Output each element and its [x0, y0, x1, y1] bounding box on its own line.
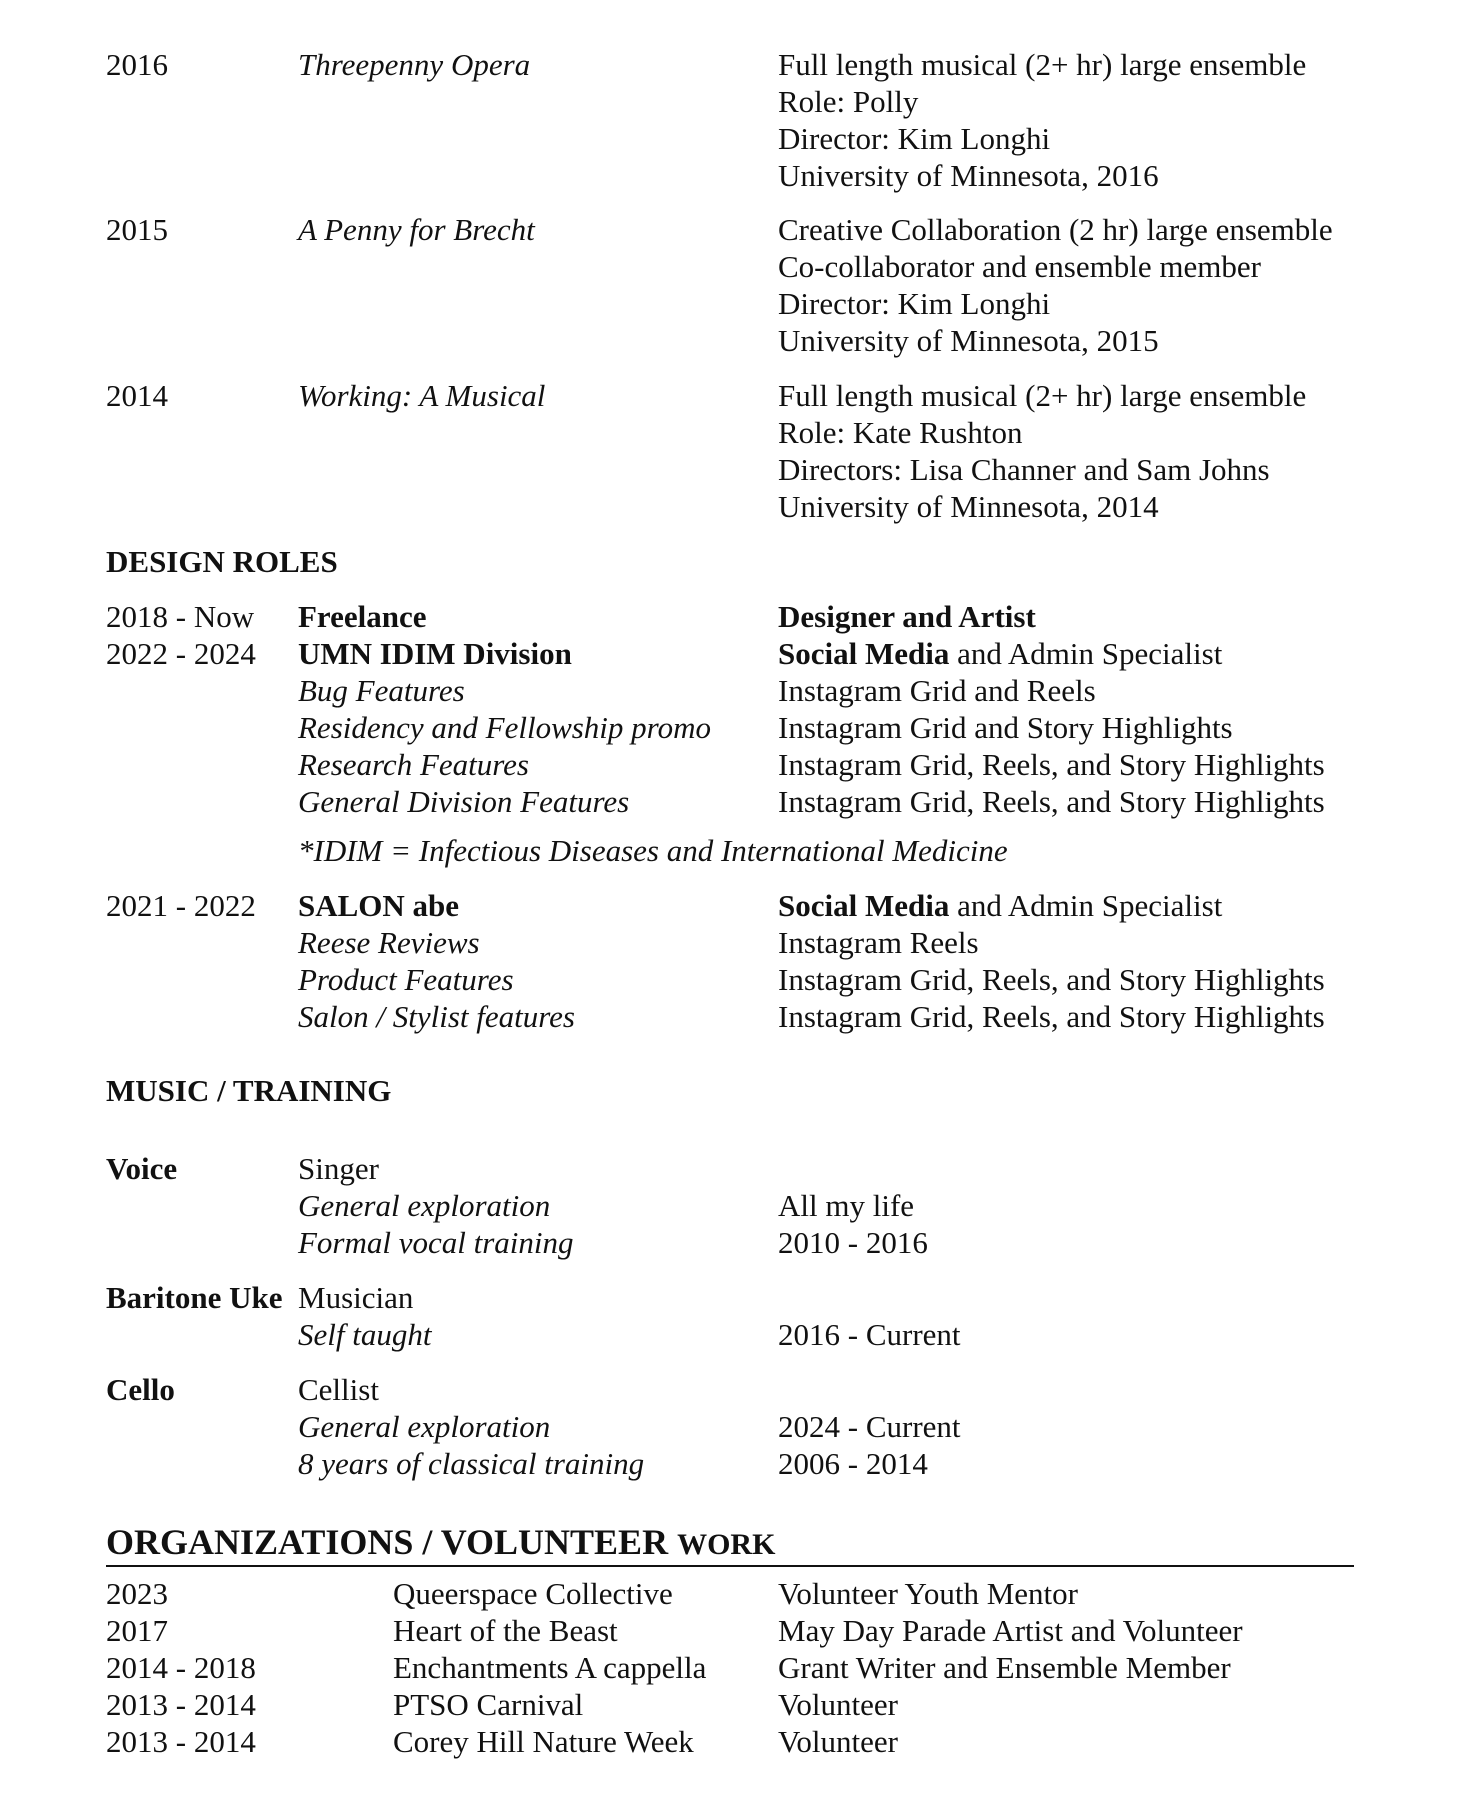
performance-detail: Full length musical (2+ hr) large ensemble: [778, 47, 1307, 82]
org-role: Volunteer: [778, 1687, 898, 1722]
heading-small: WORK: [677, 1528, 776, 1561]
role-platform: Instagram Grid and Reels: [778, 673, 1096, 708]
section-divider: [106, 1565, 1354, 1567]
training-label: Self taught: [298, 1317, 432, 1352]
performance-detail: Role: Polly: [778, 84, 919, 119]
role-title-bold: Social Media: [778, 888, 950, 923]
role-project: Residency and Fellowship promo: [298, 710, 711, 745]
org-years: 2017: [106, 1613, 168, 1648]
role-platform: Instagram Grid, Reels, and Story Highlights: [778, 747, 1325, 782]
role-title: Designer and Artist: [778, 599, 1036, 634]
role-years: 2021 - 2022: [106, 888, 256, 923]
role-title-bold: Social Media: [778, 636, 950, 671]
org-role: May Day Parade Artist and Volunteer: [778, 1613, 1243, 1648]
org-name: Corey Hill Nature Week: [393, 1724, 694, 1759]
org-role: Grant Writer and Ensemble Member: [778, 1650, 1231, 1685]
training-label: Formal vocal training: [298, 1225, 574, 1260]
training-years: All my life: [778, 1188, 915, 1223]
org-name: PTSO Carnival: [393, 1687, 584, 1722]
role-project: Salon / Stylist features: [298, 999, 575, 1034]
training-years: 2010 - 2016: [778, 1225, 928, 1260]
performance-detail: University of Minnesota, 2015: [778, 323, 1159, 358]
instrument-role: Singer: [298, 1151, 379, 1186]
org-name: Heart of the Beast: [393, 1613, 618, 1648]
role-title-rest: and Admin Specialist: [949, 888, 1223, 923]
org-years: 2013 - 2014: [106, 1724, 256, 1759]
role-org: Freelance: [298, 599, 427, 634]
role-org: SALON abe: [298, 888, 460, 923]
performance-title: A Penny for Brecht: [298, 212, 535, 247]
performance-detail: Director: Kim Longhi: [778, 121, 1051, 156]
idim-footnote: *IDIM = Infectious Diseases and International Medicine: [298, 833, 1008, 868]
performance-detail: Director: Kim Longhi: [778, 286, 1051, 321]
instrument-role: Musician: [298, 1280, 414, 1315]
role-platform: Instagram Grid and Story Highlights: [778, 710, 1233, 745]
performance-detail: Full length musical (2+ hr) large ensemble: [778, 378, 1307, 413]
performance-year: 2016: [106, 47, 168, 82]
role-platform: Instagram Grid, Reels, and Story Highlights: [778, 784, 1325, 819]
section-heading-design-roles: DESIGN ROLES: [106, 544, 338, 579]
heading-main: ORGANIZATIONS / VOLUNTEER: [106, 1522, 669, 1562]
org-role: Volunteer: [778, 1724, 898, 1759]
performance-title: Threepenny Opera: [298, 47, 531, 82]
performance-detail: University of Minnesota, 2016: [778, 158, 1159, 193]
role-years: 2022 - 2024: [106, 636, 256, 671]
performance-detail: Co-collaborator and ensemble member: [778, 249, 1261, 284]
instrument-name: Cello: [106, 1372, 175, 1407]
role-years: 2018 - Now: [106, 599, 255, 634]
org-years: 2023: [106, 1576, 168, 1611]
training-label: General exploration: [298, 1409, 551, 1444]
training-label: 8 years of classical training: [298, 1446, 645, 1481]
training-years: 2024 - Current: [778, 1409, 961, 1444]
org-years: 2014 - 2018: [106, 1650, 256, 1685]
performance-detail: University of Minnesota, 2014: [778, 489, 1159, 524]
instrument-name: Voice: [106, 1151, 178, 1186]
role-project: Product Features: [298, 962, 514, 997]
role-platform: Instagram Reels: [778, 925, 979, 960]
section-heading-organizations: [106, 1522, 775, 1565]
performance-detail: Creative Collaboration (2 hr) large ensemble: [778, 212, 1333, 247]
role-project: Reese Reviews: [298, 925, 480, 960]
performance-year: 2015: [106, 212, 168, 247]
role-project: Bug Features: [298, 673, 465, 708]
org-name: Enchantments A cappella: [393, 1650, 707, 1685]
role-title-rest: and Admin Specialist: [949, 636, 1223, 671]
performance-detail: Directors: Lisa Channer and Sam Johns: [778, 452, 1270, 487]
performance-year: 2014: [106, 378, 168, 413]
instrument-name: Baritone Uke: [106, 1280, 283, 1315]
role-org: UMN IDIM Division: [298, 636, 572, 671]
role-title: [778, 887, 1222, 924]
performance-title: Working: A Musical: [298, 378, 546, 413]
performance-detail: Role: Kate Rushton: [778, 415, 1023, 450]
role-platform: Instagram Grid, Reels, and Story Highlights: [778, 999, 1325, 1034]
role-project: Research Features: [298, 747, 529, 782]
role-project: General Division Features: [298, 784, 630, 819]
training-years: 2016 - Current: [778, 1317, 961, 1352]
org-name: Queerspace Collective: [393, 1576, 673, 1611]
training-label: General exploration: [298, 1188, 551, 1223]
section-heading-music: MUSIC / TRAINING: [106, 1073, 392, 1108]
instrument-role: Cellist: [298, 1372, 379, 1407]
training-years: 2006 - 2014: [778, 1446, 928, 1481]
org-role: Volunteer Youth Mentor: [778, 1576, 1078, 1611]
role-platform: Instagram Grid, Reels, and Story Highlights: [778, 962, 1325, 997]
role-title: [778, 635, 1222, 672]
org-years: 2013 - 2014: [106, 1687, 256, 1722]
